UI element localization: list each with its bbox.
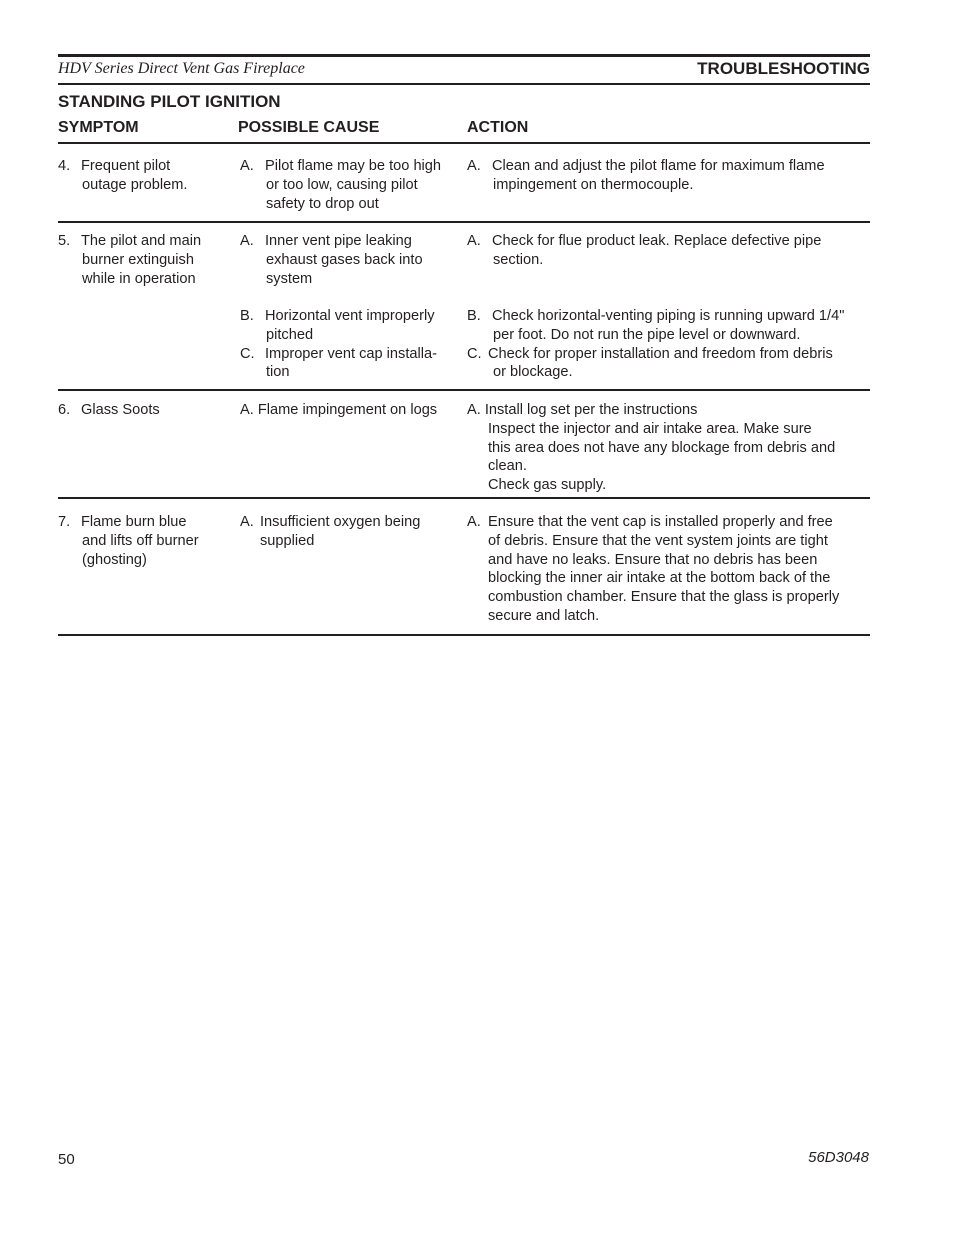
cause-line: or too low, causing pilot: [266, 176, 418, 193]
action-line: Ensure that the vent cap is installed properly and free: [488, 514, 833, 530]
action-label: A.: [467, 233, 481, 249]
document-number: 56D3048: [808, 1149, 869, 1166]
action-line: or blockage.: [493, 364, 573, 381]
column-header-symptom: SYMPTOM: [58, 119, 139, 136]
symptom-line: outage problem.: [82, 176, 188, 193]
symptom-line: Flame burn blue: [81, 514, 187, 530]
row-divider: [58, 497, 870, 499]
table-row-action: [467, 157, 872, 195]
action-line: Check gas supply.: [488, 477, 607, 494]
table-row-cause: [240, 232, 462, 288]
column-header-possible-cause: POSSIBLE CAUSE: [238, 119, 380, 136]
action-label: A.: [467, 158, 481, 174]
action-line: A. Install log set per the instructions: [467, 402, 698, 418]
table-row-action: [467, 401, 872, 495]
table-header-rule: [58, 142, 870, 144]
symptom-line: Glass Soots: [81, 402, 160, 418]
action-label: C.: [467, 345, 482, 362]
symptom-line: burner extinguish: [82, 251, 194, 268]
cause-label: B.: [240, 308, 254, 324]
cause-line: system: [266, 270, 313, 287]
table-row-action: [467, 513, 877, 626]
table-row-symptom: [58, 232, 228, 288]
action-line: impingement on thermocouple.: [493, 176, 694, 193]
table-row-cause: [240, 157, 462, 213]
action-line: Check for flue product leak. Replace defective pipe: [492, 233, 822, 249]
cause-line: Inner vent pipe leaking: [265, 233, 412, 249]
symptom-line: The pilot and main: [81, 233, 202, 249]
cause-line: supplied: [260, 532, 315, 549]
table-row-symptom: [58, 401, 228, 420]
action-label: B.: [467, 308, 481, 324]
action-line: clean.: [488, 458, 527, 475]
action-line: Clean and adjust the pilot flame for maximum flame: [492, 158, 825, 174]
table-row-action: [467, 232, 877, 270]
symptom-line: (ghosting): [82, 551, 147, 568]
cause-line: Pilot flame may be too high: [265, 158, 442, 174]
table-bottom-rule: [58, 634, 870, 636]
action-line: section.: [493, 251, 544, 268]
action-line: Check for proper installation and freedom from debris: [488, 345, 833, 362]
symptom-number: 7.: [58, 514, 71, 530]
symptom-line: Frequent pilot: [81, 158, 171, 174]
symptom-number: 4.: [58, 158, 71, 174]
action-line: this area does not have any blockage from debris and: [488, 439, 836, 456]
action-line: secure and latch.: [488, 607, 600, 624]
cause-line: pitched: [266, 326, 314, 343]
header-bottom-rule: [58, 83, 870, 85]
table-row-cause: [240, 513, 462, 551]
symptom-line: and lifts off burner: [82, 532, 199, 549]
action-line: Check horizontal-venting piping is running upward 1/4": [492, 308, 845, 324]
column-header-action: ACTION: [467, 119, 529, 136]
action-line: Inspect the injector and air intake area. Make sure: [488, 420, 812, 437]
action-line: and have no leaks. Ensure that no debris has been: [488, 551, 818, 568]
symptom-number: 5.: [58, 233, 71, 249]
cause-line: tion: [266, 364, 290, 381]
table-row-action: [467, 307, 877, 382]
page-number: 50: [58, 1151, 75, 1168]
cause-line: Improper vent cap installa-: [265, 345, 437, 362]
table-row-symptom: [58, 157, 228, 195]
action-label: A.: [467, 514, 481, 530]
header-top-rule: [58, 54, 870, 57]
series-title: HDV Series Direct Vent Gas Fireplace: [58, 60, 305, 77]
symptom-line: while in operation: [82, 270, 196, 287]
action-line: of debris. Ensure that the vent system joints are tight: [488, 532, 828, 549]
action-line: blocking the inner air intake at the bottom back of the: [488, 570, 831, 587]
table-row-cause: A. Flame impingement on logs: [240, 402, 438, 418]
cause-line: safety to drop out: [266, 195, 379, 212]
cause-line: exhaust gases back into: [266, 251, 423, 268]
cause-label: C.: [240, 345, 255, 362]
cause-label: A.: [240, 514, 254, 530]
table-row-symptom: [58, 513, 228, 569]
table-title: STANDING PILOT IGNITION: [58, 92, 281, 111]
action-line: combustion chamber. Ensure that the glass is properly: [488, 589, 840, 606]
action-line: per foot. Do not run the pipe level or downward.: [493, 326, 801, 343]
table-row-cause: [240, 307, 462, 382]
cause-label: A.: [240, 233, 254, 249]
cause-line: Horizontal vent improperly: [265, 308, 435, 324]
cause-line: Insufficient oxygen being: [260, 514, 421, 530]
symptom-number: 6.: [58, 402, 71, 418]
cause-label: A.: [240, 158, 254, 174]
section-heading: TROUBLESHOOTING: [697, 59, 870, 78]
row-divider: [58, 221, 870, 223]
row-divider: [58, 389, 870, 391]
